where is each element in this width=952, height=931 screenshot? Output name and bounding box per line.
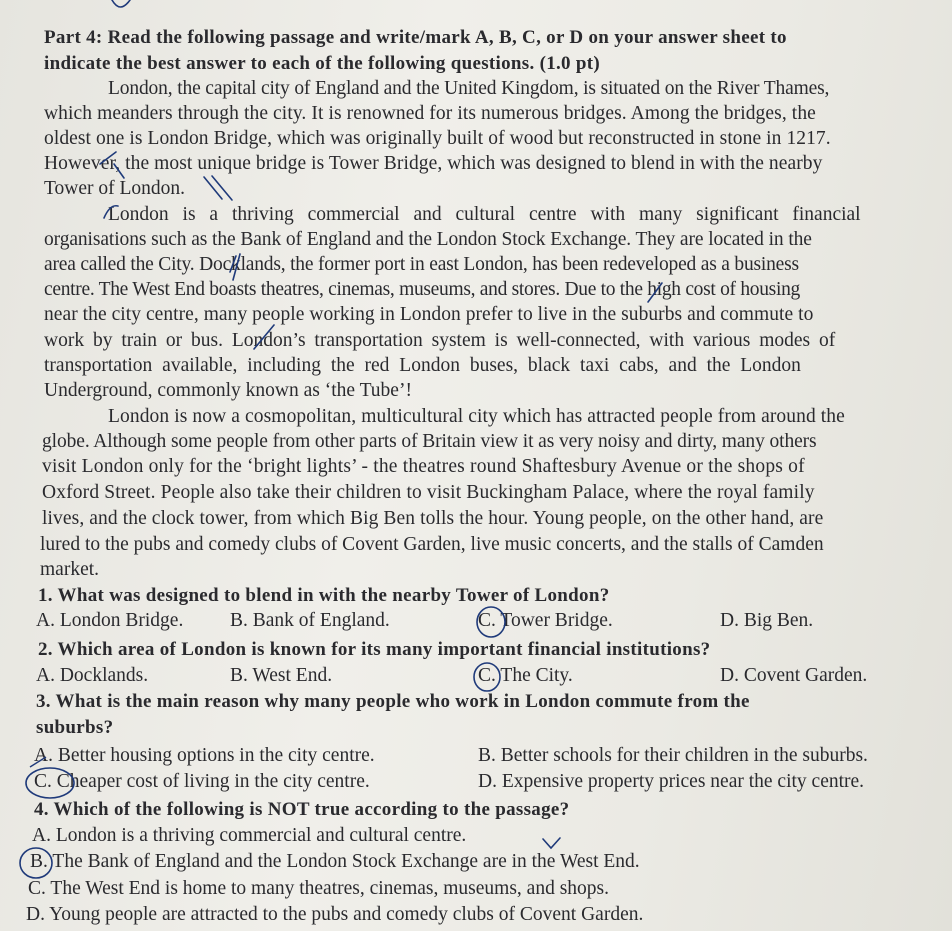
passage-p2-line-7: transportation available, including the red London buses, black taxi cabs, and the London	[44, 355, 801, 376]
pen-mark-top-arc	[112, 0, 130, 7]
question-2-option-a[interactable]: A. Docklands.	[36, 665, 149, 686]
question-3-option-c[interactable]: C. Cheaper cost of living in the city centre.	[34, 771, 370, 792]
passage-p1-line-5: Tower of London.	[44, 178, 186, 199]
passage-p2-line-5: near the city centre, many people working in London prefer to live in the suburbs and commute to	[44, 304, 814, 325]
passage-p2-line-6: work by train or bus. London’s transportation system is well-connected, with various modes of	[44, 330, 836, 351]
question-1-option-b[interactable]: B. Bank of England.	[230, 610, 390, 631]
question-3-option-b[interactable]: B. Better schools for their children in the suburbs.	[478, 745, 868, 766]
question-3-stem-line-2: suburbs?	[36, 717, 114, 738]
passage-p3-line-7: market.	[40, 559, 100, 580]
passage-p1-line-2: which meanders through the city. It is renowned for its numerous bridges. Among the bridges, the	[44, 103, 816, 124]
passage-p2-line-2: organisations such as the Bank of England and the London Stock Exchange. They are located in the	[44, 229, 812, 250]
question-4-option-c[interactable]: C. The West End is home to many theatres, cinemas, museums, and shops.	[28, 878, 610, 899]
question-4-stem: 4. Which of the following is NOT true according to the passage?	[34, 799, 570, 820]
passage-p3-line-6: lured to the pubs and comedy clubs of Covent Garden, live music concerts, and the stalls of Camden	[40, 534, 824, 555]
question-2-stem: 2. Which area of London is known for its many important financial institutions?	[38, 639, 711, 660]
question-3-option-d[interactable]: D. Expensive property prices near the city centre.	[478, 771, 865, 792]
passage-p2-line-4: centre. The West End boasts theatres, cinemas, museums, and stores. Due to the high cost of housing	[44, 279, 800, 300]
passage-p1-line-1: London, the capital city of England and the United Kingdom, is situated on the River Thames,	[108, 78, 830, 99]
question-1-option-a[interactable]: A. London Bridge.	[36, 610, 184, 631]
passage-p2-line-8: Underground, commonly known as ‘the Tube’!	[44, 380, 412, 401]
passage-p3-line-1: London is now a cosmopolitan, multicultural city which has attracted people from around the	[108, 406, 845, 427]
question-3-option-a[interactable]: A. Better housing options in the city centre.	[34, 745, 375, 766]
passage-p2-line-1: London is a thriving commercial and cultural centre with many significant financial	[108, 204, 861, 225]
section-heading-line-2: indicate the best answer to each of the following questions. (1.0 pt)	[44, 53, 601, 74]
pen-mark-london-slash	[204, 176, 232, 200]
pen-mark-q4-tick	[543, 838, 560, 848]
passage-p1-line-3: oldest one is London Bridge, which was originally built of wood but reconstructed in stone in 1217.	[44, 128, 831, 149]
passage-p2-line-3: area called the City. Docklands, the former port in east London, has been redeveloped as a business	[44, 254, 799, 275]
question-1-option-c[interactable]: C. Tower Bridge.	[478, 610, 613, 631]
question-2-option-b[interactable]: B. West End.	[230, 665, 333, 686]
question-2-option-d[interactable]: D. Covent Garden.	[720, 665, 868, 686]
passage-p3-line-3: visit London only for the ‘bright lights’ - the theatres round Shaftesbury Avenue or the shops of	[42, 456, 805, 477]
question-4-option-a[interactable]: A. London is a thriving commercial and cultural centre.	[32, 825, 467, 846]
question-4-option-b[interactable]: B. The Bank of England and the London Stock Exchange are in the West End.	[30, 851, 640, 872]
passage-p3-line-5: lives, and the clock tower, from which Big Ben tolls the hour. Young people, on the other hand, are	[42, 508, 824, 529]
question-2-option-c[interactable]: C. The City.	[478, 665, 573, 686]
question-4-option-d[interactable]: D. Young people are attracted to the pubs and comedy clubs of Covent Garden.	[26, 904, 644, 925]
question-1-stem: 1. What was designed to blend in with the nearby Tower of London?	[38, 585, 610, 606]
question-1-option-d[interactable]: D. Big Ben.	[720, 610, 814, 631]
passage-p3-line-2: globe. Although some people from other parts of Britain view it as very noisy and dirty, many others	[42, 431, 817, 452]
section-heading-line-1: Part 4: Read the following passage and write/mark A, B, C, or D on your answer sheet to	[44, 27, 787, 48]
question-3-stem-line-1: 3. What is the main reason why many people who work in London commute from the	[36, 691, 750, 712]
passage-p1-line-4: However, the most unique bridge is Tower Bridge, which was designed to blend in with the nearby	[44, 153, 823, 174]
passage-p3-line-4: Oxford Street. People also take their children to visit Buckingham Palace, where the royal family	[42, 482, 815, 503]
